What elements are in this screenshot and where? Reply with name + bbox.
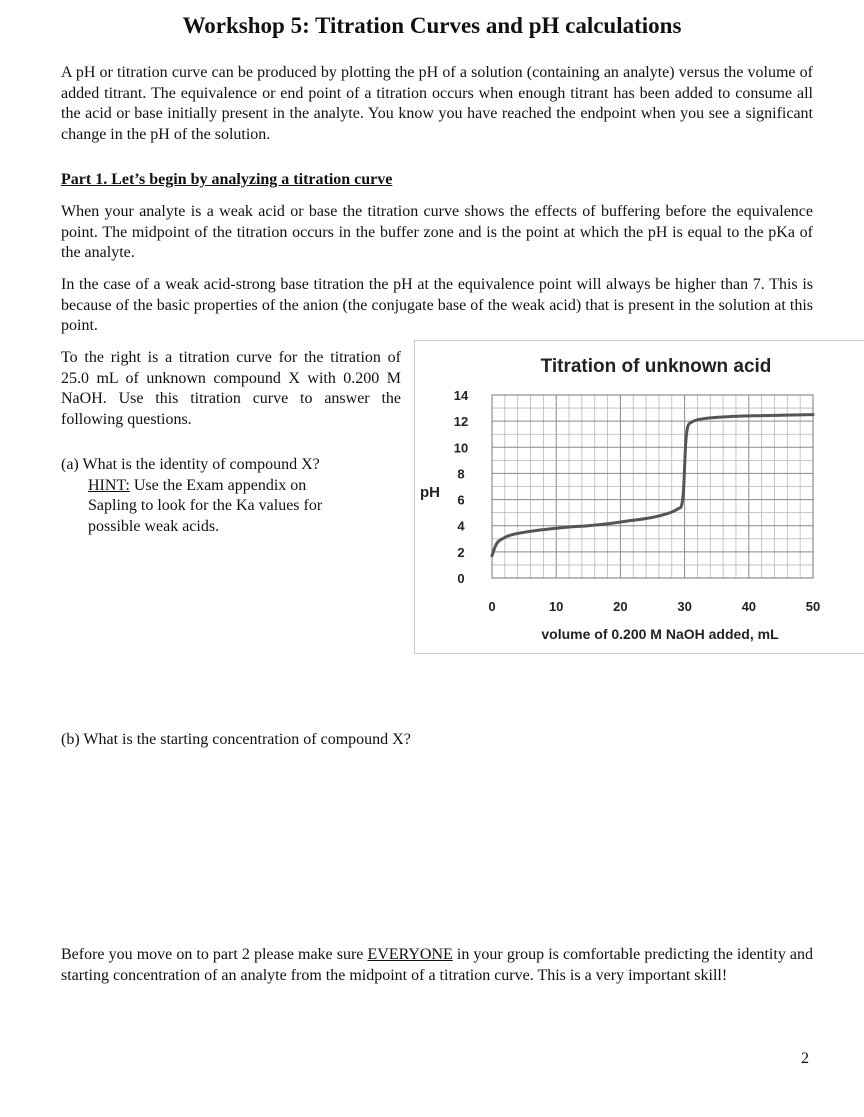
x-tick-label: 10 bbox=[548, 599, 564, 614]
y-tick-label: 0 bbox=[457, 571, 465, 586]
footer-everyone: EVERYONE bbox=[367, 946, 453, 963]
y-tick-label: 8 bbox=[457, 466, 465, 482]
chart-tick-labels bbox=[454, 388, 820, 614]
question-a-line2 bbox=[61, 476, 322, 497]
x-tick-label: 30 bbox=[677, 599, 692, 614]
y-tick-label: 14 bbox=[453, 388, 469, 403]
footer-text-1: Before you move on to part 2 please make sure bbox=[61, 946, 368, 963]
question-b: (b) What is the starting concentration of compound X? bbox=[61, 731, 411, 748]
x-tick-label: 0 bbox=[488, 599, 496, 614]
chart-title: Titration of unknown acid bbox=[540, 356, 772, 377]
chart-grid bbox=[492, 395, 813, 578]
chart-intro-text: To the right is a titration curve for the titration of 25.0 mL of unknown compound X with 0.200 M NaOH. Use this titration curve to answer the following questions. bbox=[61, 349, 401, 428]
x-axis-label: volume of 0.200 M NaOH added, mL bbox=[541, 626, 779, 642]
hint-text-1: Use the Exam appendix on bbox=[129, 476, 307, 494]
titration-curve-line bbox=[492, 415, 813, 556]
question-a-line1: (a) What is the identity of compound X? bbox=[61, 456, 320, 473]
y-tick-label: 4 bbox=[457, 518, 465, 534]
intro-paragraph: A pH or titration curve can be produced by plotting the pH of a solution (containing an analyte) versus the volume of added titrant. The equivalence or end point of a titration occurs when enough titrant has been added to consume all the acid or base initially present in the analyte. You know you have reached the endpoint when you see a significant change in the pH of the solution. bbox=[61, 64, 813, 143]
hint-label: HINT: bbox=[88, 476, 130, 494]
footer-text-2: in your group is comfortable predicting the identity and starting concentration of an analyte from the midpoint of a titration curve. This is a very important skill! bbox=[61, 946, 813, 984]
titration-chart bbox=[414, 340, 864, 654]
y-tick-label: 10 bbox=[453, 440, 469, 456]
chart-canvas bbox=[415, 341, 864, 653]
part1-paragraph-1: When your analyte is a weak acid or base the titration curve shows the effects of buffering before the equivalence point. The midpoint of the titration occurs in the buffer zone and is the point at which the pH is equal to the pKa of the analyte. bbox=[61, 203, 813, 261]
part1-paragraph-2: In the case of a weak acid-strong base titration the pH at the equivalence point will always be higher than 7. This is because of the basic properties of the anion (the conjugate base of the weak acid) that is present in the solution at this point. bbox=[61, 276, 813, 334]
question-a-line3: Sapling to look for the Ka values for bbox=[88, 497, 323, 514]
y-tick-label: 2 bbox=[457, 544, 465, 560]
x-tick-label: 50 bbox=[805, 599, 821, 614]
footer-paragraph bbox=[61, 945, 813, 986]
y-tick-label: 12 bbox=[453, 414, 469, 430]
y-tick-label: 6 bbox=[457, 492, 465, 508]
x-tick-label: 40 bbox=[741, 599, 757, 614]
page-title: Workshop 5: Titration Curves and pH calculations bbox=[182, 13, 682, 38]
chart-series bbox=[492, 415, 813, 556]
page-number: 2 bbox=[801, 1050, 809, 1067]
question-a-line4: possible weak acids. bbox=[88, 517, 220, 535]
question-a bbox=[61, 455, 322, 537]
part1-heading: Part 1. Let’s begin by analyzing a titration curve bbox=[61, 171, 393, 188]
y-axis-label: pH bbox=[420, 484, 440, 501]
x-tick-label: 20 bbox=[613, 599, 628, 614]
